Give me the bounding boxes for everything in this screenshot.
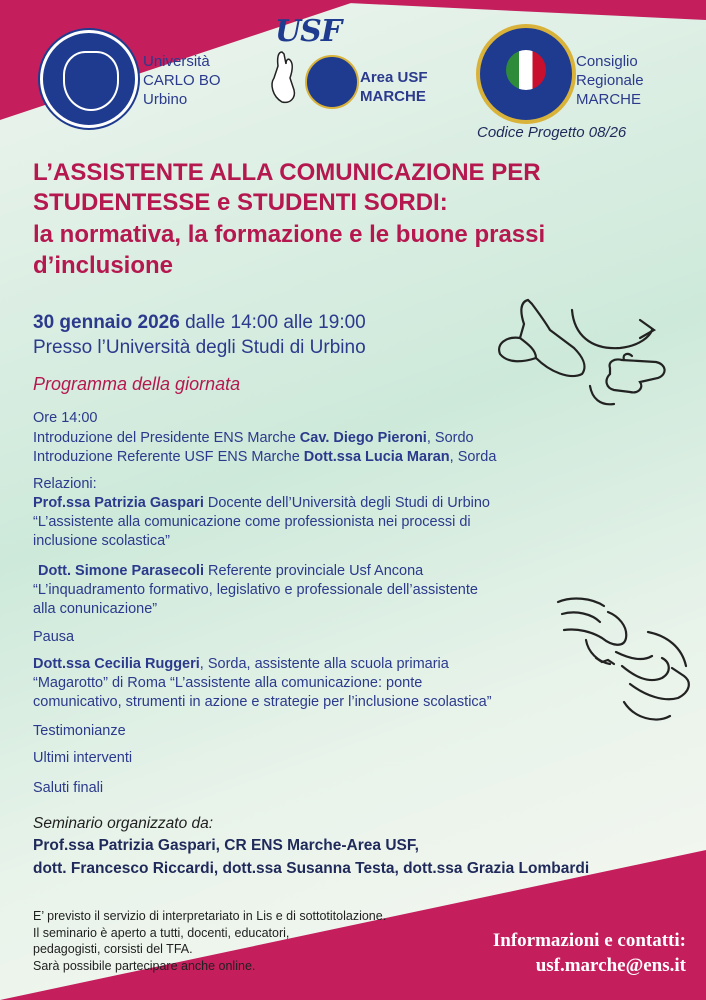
note-line-4: Sarà possibile partecipare anche online. bbox=[33, 958, 256, 973]
project-code: Codice Progetto 08/26 bbox=[477, 124, 627, 141]
ens-line-3: MARCHE bbox=[576, 91, 642, 108]
event-date bbox=[33, 312, 366, 334]
event-place: Presso l’Università degli Studi di Urbino bbox=[33, 337, 366, 358]
speaker-3-talk-line-2: comunicativo, strumenti in azione e strategie per l’inclusione scolastica” bbox=[33, 694, 492, 710]
intro-2-name: Dott.ssa Lucia Maran bbox=[303, 449, 450, 465]
organizers-line-1: Prof.ssa Patrizia Gaspari, CR ENS Marche-Area USF, bbox=[33, 837, 419, 854]
contact-email-link[interactable]: usf.marche@ens.it bbox=[535, 955, 686, 976]
speaker-1-name: Prof.ssa Patrizia Gaspari bbox=[33, 495, 204, 511]
speaker-1 bbox=[33, 494, 490, 513]
intro-2-text: Introduzione Referente USF ENS Marche bbox=[33, 449, 304, 465]
programme-intro-2 bbox=[33, 448, 496, 467]
ens-line-1: Consiglio bbox=[576, 53, 638, 70]
event-subtitle bbox=[33, 219, 545, 281]
subtitle-line-1: la normativa, la formazione e le buone prassi bbox=[33, 221, 546, 248]
speaker-1-role: Docente dell’Università degli Studi di Urbino bbox=[203, 495, 490, 511]
ens-line-2: Regionale bbox=[576, 72, 644, 89]
speaker-3 bbox=[33, 655, 449, 674]
speaker-2 bbox=[38, 562, 423, 581]
intro-2-suffix: , Sorda bbox=[449, 449, 497, 465]
speaker-3-role: , Sorda, assistente alla scuola primaria bbox=[199, 656, 449, 672]
sign-hands-illustration-2 bbox=[552, 592, 702, 742]
speaker-3-name: Dott.ssa Cecilia Ruggeri bbox=[33, 656, 200, 672]
speaker-3-talk-line-1: “Magarotto” di Roma “L’assistente alla comunicazione: ponte bbox=[33, 675, 423, 691]
speaker-2-talk-line-1: “L’inquadramento formativo, legislativo e professionale dell’assistente bbox=[33, 582, 478, 598]
organizers-heading: Seminario organizzato da: bbox=[33, 815, 214, 832]
university-line-3: Urbino bbox=[143, 91, 188, 108]
saluti-finali-label: Saluti finali bbox=[33, 780, 104, 796]
intro-1-suffix: , Sordo bbox=[426, 430, 474, 446]
note-line-1: E’ previsto il servizio di interpretariato in Lis e di sottotitolazione. bbox=[33, 909, 387, 923]
ens-council-name bbox=[576, 52, 644, 109]
speaker-2-talk-line-2: alla conunicazione” bbox=[33, 601, 158, 617]
contact-heading: Informazioni e contatti: bbox=[492, 930, 686, 951]
programme-heading: Programma della giornata bbox=[33, 374, 241, 394]
usf-area-label bbox=[360, 68, 428, 106]
corner-decoration-top-right bbox=[286, 0, 706, 20]
ultimi-interventi-label: Ultimi interventi bbox=[33, 750, 133, 766]
university-seal-icon bbox=[40, 30, 138, 128]
subtitle-line-2: d’inclusione bbox=[33, 252, 174, 279]
title-line-2: STUDENTESSE e STUDENTI SORDI: bbox=[33, 189, 448, 216]
usf-ens-badge-icon bbox=[305, 55, 359, 109]
usf-line-1: Area USF bbox=[360, 69, 428, 86]
speaker-1-talk-line-1: “L’assistente alla comunicazione come professionista nei processi di bbox=[33, 514, 471, 530]
event-date-day: 30 gennaio 2026 bbox=[33, 312, 180, 333]
usf-line-2: MARCHE bbox=[360, 88, 426, 105]
intro-1-text: Introduzione del Presidente ENS Marche bbox=[33, 430, 300, 446]
testimonianze-label: Testimonianze bbox=[33, 723, 126, 739]
speaker-2-name: Dott. Simone Parasecoli bbox=[38, 563, 204, 579]
note-line-3: pedagogisti, corsisti del TFA. bbox=[33, 942, 193, 956]
contact-info bbox=[493, 928, 686, 978]
programme-intro-1 bbox=[33, 429, 474, 448]
sign-hands-illustration bbox=[490, 290, 690, 420]
usf-hand-logo-icon bbox=[264, 48, 304, 108]
university-line-1: Università bbox=[143, 53, 210, 70]
usf-logo-text: USF bbox=[275, 14, 342, 49]
relazioni-label: Relazioni: bbox=[33, 476, 97, 492]
intro-1-name: Cav. Diego Pieroni bbox=[299, 430, 427, 446]
title-line-1: L’ASSISTENTE ALLA COMUNICAZIONE PER bbox=[33, 159, 541, 186]
note-line-2: Il seminario è aperto a tutti, docenti, educatori, bbox=[33, 925, 290, 940]
university-name bbox=[143, 52, 221, 109]
organizers-line-2: dott. Francesco Riccardi, dott.ssa Susanna Testa, dott.ssa Grazia Lombardi bbox=[33, 860, 590, 877]
speaker-2-role: Referente provinciale Usf Ancona bbox=[204, 563, 424, 579]
ens-badge-icon bbox=[476, 24, 576, 124]
event-notes bbox=[33, 908, 386, 974]
pausa-label: Pausa bbox=[33, 629, 75, 645]
university-line-2: CARLO BO bbox=[143, 72, 221, 89]
event-title bbox=[33, 158, 541, 218]
event-time: dalle 14:00 alle 19:00 bbox=[185, 312, 366, 333]
speaker-1-talk-line-2: inclusione scolastica” bbox=[33, 533, 171, 549]
programme-time: Ore 14:00 bbox=[33, 410, 98, 426]
